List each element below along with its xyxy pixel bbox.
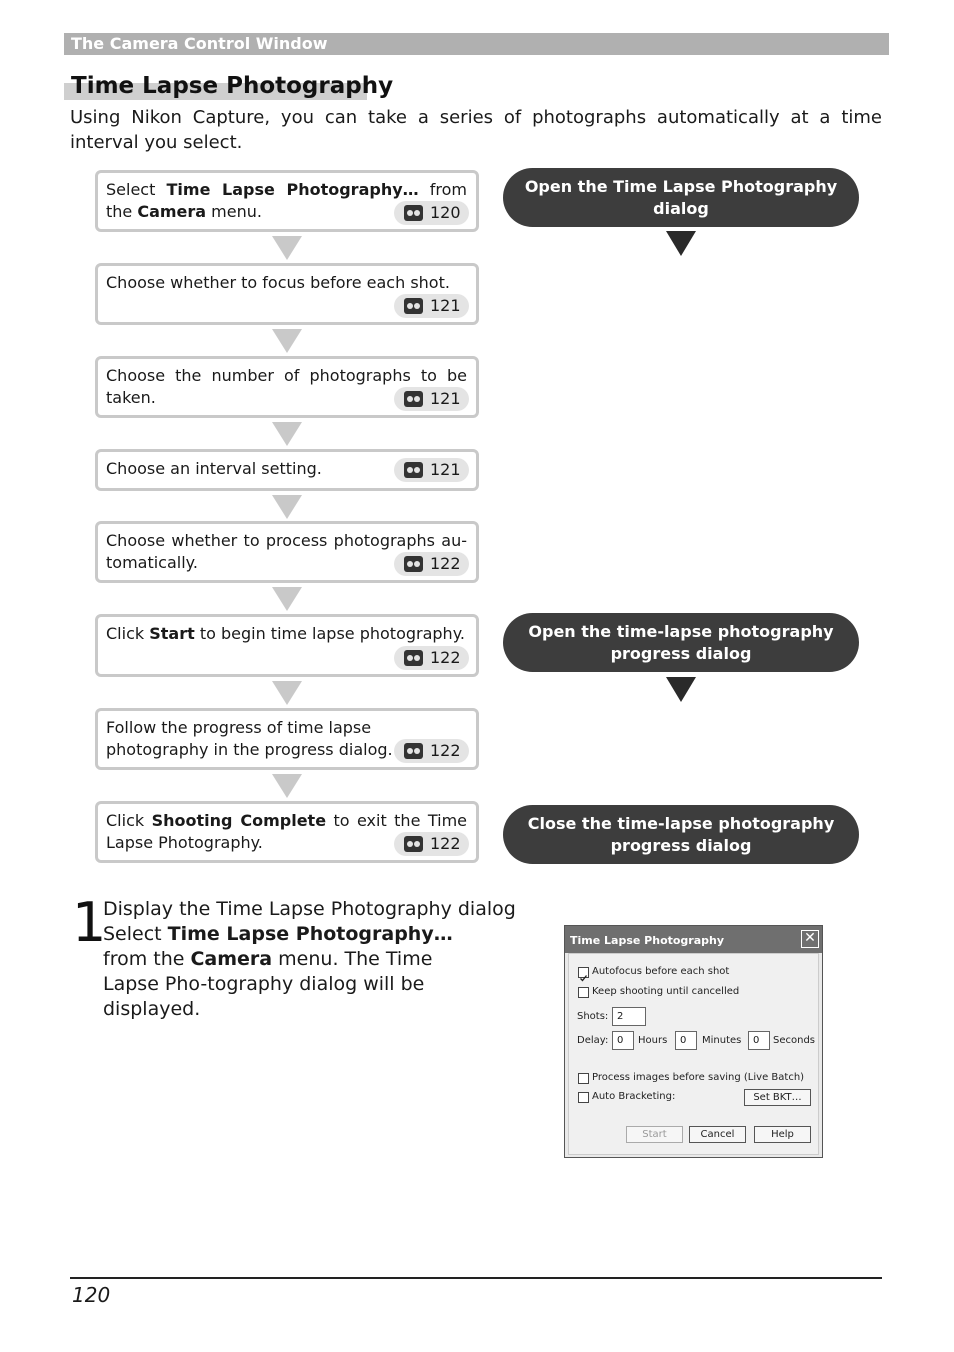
section-header-text: The Camera Control Window: [71, 34, 328, 53]
flow-step-3: [95, 356, 479, 418]
flow-step-4: [95, 449, 479, 491]
step-body: Select Time Lapse Photography… from the Camera menu. The Time Lapse Pho-tography dialog will be displayed.: [103, 923, 453, 1020]
auto-bracketing-label: Auto Bracketing:: [592, 1091, 676, 1102]
page-reference: 122: [394, 739, 469, 763]
page-number: 120: [72, 1283, 111, 1307]
flow-step-5: [95, 521, 479, 583]
page-reference: 122: [394, 832, 469, 856]
page-reference: 121: [394, 458, 469, 482]
action-pill-open-progress: Open the time-lapse photography progress dialog: [503, 613, 859, 672]
time-lapse-dialog: [564, 925, 823, 1158]
reference-icon: [404, 556, 423, 572]
cancel-button[interactable]: Cancel: [689, 1126, 746, 1143]
help-button[interactable]: Help: [754, 1126, 811, 1143]
shots-input[interactable]: 2: [612, 1007, 646, 1026]
step-heading: Display the Time Lapse Photography dialog: [103, 898, 516, 920]
autofocus-checkbox[interactable]: [578, 967, 589, 978]
hours-input[interactable]: 0: [612, 1031, 634, 1050]
flow-step-2: [95, 263, 479, 325]
dialog-title: Time Lapse Photography: [570, 934, 725, 947]
flow-step-text: Follow the progress of time lapse photography in the progress dialog.: [106, 718, 393, 759]
page-reference: 121: [394, 387, 469, 411]
seconds-label: Seconds: [773, 1035, 816, 1046]
process-images-checkbox[interactable]: [578, 1073, 589, 1084]
set-bkt-button[interactable]: Set BKT…: [744, 1089, 811, 1106]
seconds-input[interactable]: 0: [748, 1031, 770, 1050]
close-icon[interactable]: ✕: [801, 930, 819, 948]
flow-step-text: Click Shooting Complete to exit the Time Lapse Photography.: [106, 811, 467, 852]
footer-rule: [70, 1277, 882, 1279]
page-reference: 120: [394, 201, 469, 225]
reference-icon: [404, 298, 423, 314]
flow-arrow: [272, 774, 302, 798]
flow-arrow: [272, 329, 302, 353]
action-pill-open-dialog: Open the Time Lapse Photography dialog: [503, 168, 859, 227]
flow-step-text: Select Time Lapse Photography… from the Camera menu.: [106, 180, 468, 221]
checkmark-icon: [579, 974, 588, 983]
process-images-label: Process images before saving (Live Batch): [592, 1072, 805, 1083]
reference-icon: [404, 650, 423, 666]
keep-shooting-label: Keep shooting until cancelled: [592, 986, 740, 997]
flow-step-8: [95, 801, 479, 863]
page-title: Time Lapse Photography: [71, 73, 394, 99]
flow-step-1: [95, 170, 479, 232]
delay-label: Delay:: [577, 1035, 609, 1046]
flow-arrow: [272, 495, 302, 519]
reference-icon: [404, 205, 423, 221]
reference-icon: [404, 462, 423, 478]
autofocus-label: Autofocus before each shot: [592, 966, 730, 977]
flow-arrow: [272, 681, 302, 705]
intro-paragraph: Using Nikon Capture, you can take a series of photographs automatically at a time interval you select.: [70, 107, 882, 153]
auto-bracketing-checkbox[interactable]: [578, 1092, 589, 1103]
shots-label: Shots:: [577, 1011, 609, 1022]
reference-icon: [404, 391, 423, 407]
reference-icon: [404, 743, 423, 759]
minutes-label: Minutes: [702, 1035, 742, 1046]
section-header-bar: [64, 33, 889, 55]
hours-label: Hours: [638, 1035, 668, 1046]
flow-arrow: [272, 422, 302, 446]
flow-step-6: [95, 614, 479, 677]
action-pill-close-progress: Close the time-lapse photography progress dialog: [503, 805, 859, 864]
page-reference: 122: [394, 552, 469, 576]
keep-shooting-checkbox[interactable]: [578, 987, 589, 998]
flow-step-text: Choose an interval setting.: [106, 459, 322, 478]
flow-step-text: Choose whether to focus before each shot.: [106, 273, 450, 292]
flow-step-text: Choose the number of photographs to be taken.: [106, 366, 467, 407]
page-reference: 122: [394, 646, 469, 670]
reference-icon: [404, 836, 423, 852]
flow-step-text: Choose whether to process photographs au-tomatically.: [106, 531, 467, 572]
dialog-body: [568, 953, 819, 1155]
minutes-input[interactable]: 0: [675, 1031, 697, 1050]
action-arrow: [666, 677, 696, 702]
page-reference: 121: [394, 294, 469, 318]
action-arrow: [666, 231, 696, 256]
flow-arrow: [272, 587, 302, 611]
flow-arrow: [272, 236, 302, 260]
flow-step-7: [95, 708, 479, 770]
step-number: 1: [72, 891, 107, 954]
flow-step-text: Click Start to begin time lapse photography.: [106, 624, 465, 643]
dialog-title-bar: [565, 926, 822, 953]
start-button[interactable]: Start: [626, 1126, 683, 1143]
